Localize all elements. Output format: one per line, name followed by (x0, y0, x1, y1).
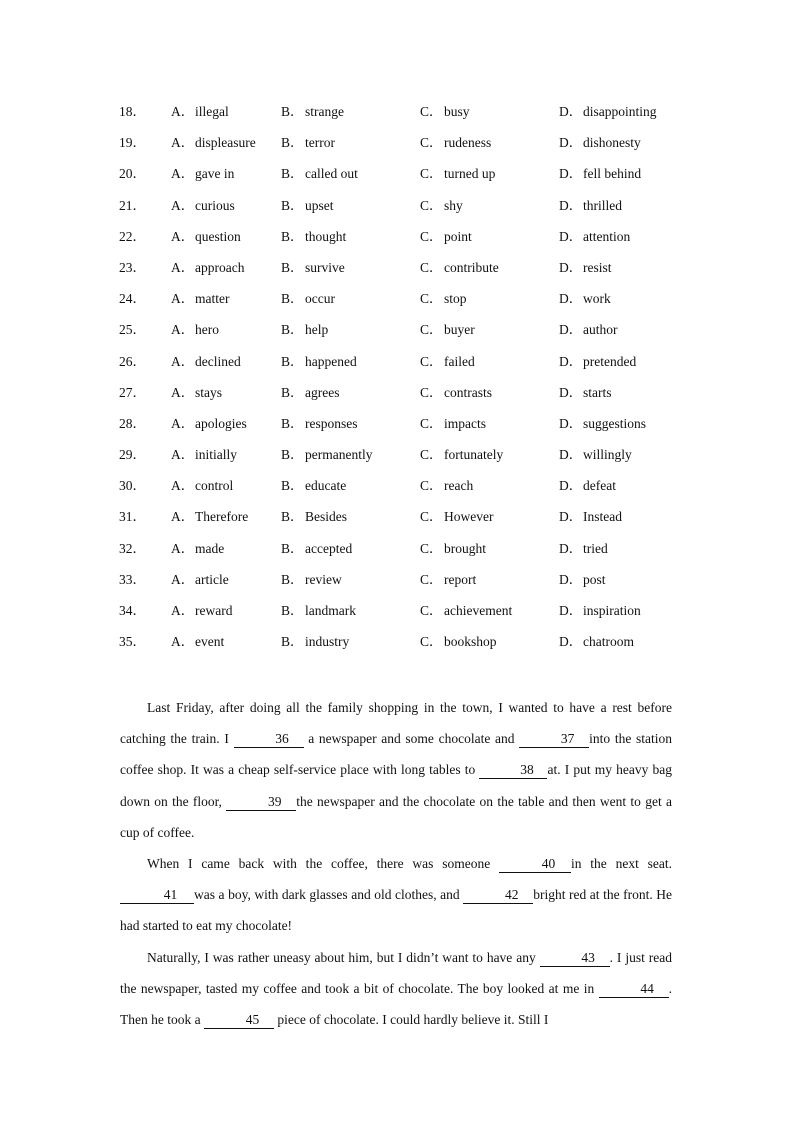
blank-40: 40 (499, 856, 571, 873)
option-letter: D． (559, 291, 583, 307)
passage-text: a newspaper and some chocolate and (303, 731, 520, 747)
passage-text: . Then he took a (120, 980, 672, 1028)
option-letter: A． (171, 415, 195, 431)
option-d (559, 101, 657, 123)
option-letter: D． (559, 603, 583, 618)
question-row (119, 382, 719, 413)
option-a (171, 475, 233, 497)
option-text: apologies (195, 415, 247, 431)
option-d (559, 226, 630, 248)
question-row (119, 538, 719, 569)
option-text: Therefore (195, 509, 249, 525)
option-text: matter (195, 291, 230, 307)
option-text: article (195, 571, 229, 587)
option-a (171, 195, 235, 217)
option-text: curious (195, 197, 235, 213)
option-text: attention (583, 228, 631, 244)
option-d (559, 163, 641, 185)
option-text: event (195, 634, 225, 650)
option-letter: D． (559, 322, 583, 338)
question-number: 24． (119, 291, 146, 307)
question-number: 18． (119, 104, 146, 119)
option-d (559, 600, 641, 622)
option-a (171, 382, 222, 404)
options-list (119, 101, 719, 662)
option-text: occur (305, 291, 335, 307)
option-letter: A． (171, 259, 195, 275)
option-letter: B． (281, 540, 304, 556)
option-a (171, 101, 229, 123)
option-letter: B． (281, 322, 304, 338)
question-number: 31． (119, 509, 146, 525)
option-letter: B． (281, 197, 304, 213)
option-c (420, 226, 472, 248)
option-text: accepted (305, 540, 353, 556)
option-b (281, 631, 349, 653)
question-number: 23． (119, 259, 146, 275)
option-text: question (195, 228, 241, 244)
blank-45: 45 (204, 1012, 274, 1029)
passage-text: . I just read the newspaper, tasted my coffee and took a bit of chocolate. The boy looked at me in (120, 949, 673, 996)
question-row (119, 257, 719, 288)
option-d (559, 195, 622, 217)
option-letter: C． (420, 228, 443, 244)
option-text: brought (444, 540, 486, 556)
option-b (281, 351, 357, 373)
option-letter: A． (171, 166, 195, 182)
option-letter: A． (171, 478, 195, 494)
option-letter: D． (559, 415, 583, 431)
option-text: shy (444, 197, 463, 213)
cloze-passage (120, 692, 672, 1035)
option-text: industry (305, 634, 350, 650)
option-a (171, 600, 232, 622)
option-d (559, 257, 612, 279)
option-c (420, 413, 486, 435)
option-text: rudeness (444, 135, 492, 151)
question-row (119, 569, 719, 600)
option-text: stays (195, 384, 222, 400)
option-letter: B． (281, 509, 304, 525)
option-b (281, 600, 356, 622)
option-text: permanently (305, 447, 373, 463)
option-text: hero (195, 322, 219, 338)
option-text: approach (195, 259, 245, 275)
option-letter: B． (281, 353, 304, 369)
option-d (559, 506, 622, 528)
paragraph-1 (120, 692, 672, 848)
option-text: reach (444, 478, 474, 494)
passage-text: at. I put my heavy bag down on the floor, (120, 762, 673, 809)
option-letter: D． (559, 478, 583, 494)
blank-37: 37 (519, 731, 589, 748)
question-row (119, 600, 719, 631)
option-text: happened (305, 353, 357, 369)
question-row (119, 413, 719, 444)
option-letter: A． (171, 322, 195, 338)
option-text: resist (583, 259, 612, 275)
question-number: 22． (119, 228, 146, 244)
option-letter: A． (171, 447, 195, 463)
option-text: strange (305, 104, 344, 119)
option-text: work (583, 291, 611, 307)
option-text: fell behind (583, 166, 642, 182)
paragraph-3 (120, 942, 672, 1036)
option-text: bookshop (444, 634, 497, 650)
option-text: contribute (444, 259, 499, 275)
passage-text: When I came back with the coffee, there was someone (147, 856, 499, 872)
option-a (171, 132, 256, 154)
question-number: 32． (119, 540, 146, 556)
option-letter: C． (420, 415, 443, 431)
option-text: failed (444, 353, 475, 369)
option-text: willingly (583, 447, 632, 463)
blank-38: 38 (479, 762, 547, 779)
option-text: contrasts (444, 384, 492, 400)
option-letter: C． (420, 197, 443, 213)
option-text: author (583, 322, 618, 338)
option-b (281, 382, 339, 404)
option-text: reward (195, 603, 233, 618)
option-text: gave in (195, 166, 235, 182)
option-letter: C． (420, 603, 443, 618)
option-letter: A． (171, 603, 195, 618)
option-letter: D． (559, 384, 583, 400)
option-letter: C． (420, 540, 443, 556)
option-letter: D． (559, 447, 583, 463)
option-text: displeasure (195, 135, 256, 151)
option-c (420, 288, 467, 310)
option-b (281, 444, 372, 466)
option-text: terror (305, 135, 335, 151)
option-letter: C． (420, 478, 443, 494)
option-letter: C． (420, 135, 443, 151)
option-c (420, 600, 512, 622)
option-b (281, 101, 344, 123)
question-row (119, 163, 719, 194)
option-letter: D． (559, 166, 583, 182)
option-d (559, 569, 606, 591)
option-text: busy (444, 104, 470, 119)
option-c (420, 101, 470, 123)
option-text: pretended (583, 353, 637, 369)
option-c (420, 569, 476, 591)
option-letter: A． (171, 571, 195, 587)
paragraph-2 (120, 848, 672, 942)
option-b (281, 257, 345, 279)
passage-text: in the next seat. (571, 856, 672, 872)
option-letter: A． (171, 104, 195, 119)
option-c (420, 538, 486, 560)
option-text: illegal (195, 104, 229, 119)
option-letter: B． (281, 571, 304, 587)
question-row (119, 319, 719, 350)
option-text: initially (195, 447, 237, 463)
option-d (559, 444, 632, 466)
option-letter: D． (559, 259, 583, 275)
option-a (171, 538, 224, 560)
question-row (119, 132, 719, 163)
option-d (559, 351, 636, 373)
option-letter: C． (420, 571, 443, 587)
option-a (171, 163, 234, 185)
option-letter: B． (281, 104, 304, 119)
option-c (420, 163, 495, 185)
option-b (281, 506, 347, 528)
passage-text: Naturally, I was rather uneasy about him, but I didn’t want to have any (147, 949, 540, 965)
option-letter: A． (171, 135, 195, 151)
option-letter: B． (281, 135, 304, 151)
question-number: 19． (119, 135, 146, 151)
option-letter: A． (171, 509, 195, 525)
option-text: upset (305, 197, 334, 213)
option-c (420, 257, 499, 279)
option-letter: D． (559, 228, 583, 244)
option-c (420, 195, 463, 217)
option-text: fortunately (444, 447, 504, 463)
option-letter: B． (281, 478, 304, 494)
option-letter: B． (281, 415, 304, 431)
option-a (171, 631, 224, 653)
option-text: landmark (305, 603, 356, 618)
question-row (119, 475, 719, 506)
option-text: Besides (305, 509, 347, 525)
blank-39: 39 (226, 794, 296, 811)
question-number: 30． (119, 478, 146, 494)
option-b (281, 569, 342, 591)
option-letter: B． (281, 447, 304, 463)
question-number: 25． (119, 322, 146, 338)
option-text: report (444, 571, 477, 587)
option-a (171, 413, 247, 435)
option-c (420, 444, 503, 466)
question-number: 34． (119, 603, 146, 618)
option-letter: B． (281, 228, 304, 244)
option-text: agrees (305, 384, 340, 400)
passage-text: piece of chocolate. I could hardly believe it. Still I (273, 1012, 549, 1028)
option-b (281, 288, 335, 310)
option-c (420, 132, 491, 154)
option-letter: B． (281, 603, 304, 618)
option-text: help (305, 322, 329, 338)
option-letter: C． (420, 447, 443, 463)
option-text: impacts (444, 415, 486, 431)
blank-44: 44 (599, 981, 669, 998)
question-number: 27． (119, 384, 146, 400)
option-text: made (195, 540, 225, 556)
option-a (171, 506, 248, 528)
option-b (281, 226, 346, 248)
option-letter: B． (281, 259, 304, 275)
question-number: 26． (119, 353, 146, 369)
option-text: educate (305, 478, 347, 494)
option-letter: D． (559, 197, 583, 213)
option-text: starts (583, 384, 612, 400)
blank-42: 42 (463, 887, 533, 904)
option-text: However (444, 509, 494, 525)
option-text: dishonesty (583, 135, 641, 151)
question-number: 33． (119, 571, 146, 587)
option-a (171, 288, 229, 310)
option-d (559, 538, 608, 560)
option-text: point (444, 228, 472, 244)
option-text: called out (305, 166, 358, 182)
option-text: disappointing (583, 104, 657, 119)
question-number: 20． (119, 166, 146, 182)
option-text: suggestions (583, 415, 647, 431)
option-b (281, 475, 346, 497)
option-text: responses (305, 415, 358, 431)
passage-text: Last Friday, after doing all the family shopping in the town, I wanted to have a rest before catching the train. I (120, 700, 672, 747)
option-letter: C． (420, 104, 443, 119)
question-row (119, 351, 719, 382)
option-text: thrilled (583, 197, 622, 213)
option-letter: D． (559, 571, 583, 587)
option-text: declined (195, 353, 241, 369)
option-text: turned up (444, 166, 496, 182)
question-row (119, 226, 719, 257)
option-text: stop (444, 291, 467, 307)
passage-text: the newspaper and the chocolate on the table and then went to get a cup of coffee. (120, 793, 672, 840)
option-letter: C． (420, 291, 443, 307)
question-row (119, 101, 719, 132)
option-letter: D． (559, 104, 583, 119)
option-letter: B． (281, 291, 304, 307)
option-letter: A． (171, 634, 195, 650)
option-letter: A． (171, 540, 195, 556)
option-b (281, 195, 334, 217)
option-letter: C． (420, 509, 443, 525)
option-a (171, 569, 229, 591)
option-c (420, 506, 493, 528)
option-d (559, 413, 646, 435)
option-a (171, 257, 244, 279)
option-letter: C． (420, 322, 443, 338)
option-c (420, 631, 497, 653)
option-d (559, 319, 618, 341)
question-row (119, 288, 719, 319)
option-letter: B． (281, 166, 304, 182)
question-row (119, 631, 719, 662)
option-text: tried (583, 540, 608, 556)
passage-text: was a boy, with dark glasses and old clothes, and (194, 887, 464, 903)
option-letter: A． (171, 353, 195, 369)
option-b (281, 319, 328, 341)
option-letter: D． (559, 353, 583, 369)
option-letter: C． (420, 166, 443, 182)
question-number: 28． (119, 415, 146, 431)
option-text: buyer (444, 322, 475, 338)
question-number: 21． (119, 197, 146, 213)
option-letter: C． (420, 384, 443, 400)
option-text: post (583, 571, 606, 587)
option-letter: A． (171, 291, 195, 307)
option-letter: D． (559, 540, 583, 556)
option-text: survive (305, 259, 345, 275)
option-a (171, 444, 237, 466)
question-number: 29． (119, 447, 146, 463)
option-c (420, 475, 473, 497)
option-text: inspiration (583, 603, 641, 618)
option-text: Instead (583, 509, 622, 525)
option-a (171, 226, 241, 248)
option-d (559, 631, 634, 653)
option-a (171, 351, 241, 373)
option-letter: B． (281, 634, 304, 650)
option-b (281, 163, 358, 185)
option-letter: A． (171, 197, 195, 213)
option-letter: D． (559, 509, 583, 525)
option-text: achievement (444, 603, 513, 618)
question-number: 35． (119, 634, 146, 650)
blank-43: 43 (540, 950, 610, 967)
option-letter: A． (171, 384, 195, 400)
option-d (559, 382, 612, 404)
option-letter: A． (171, 228, 195, 244)
option-b (281, 538, 352, 560)
passage-text: into the station coffee shop. It was a cheap self-service place with long tables to (120, 731, 672, 778)
option-c (420, 382, 492, 404)
passage-text: bright red at the front. He had started to eat my chocolate! (120, 887, 672, 934)
blank-36: 36 (234, 731, 304, 748)
question-row (119, 506, 719, 537)
option-c (420, 351, 475, 373)
option-letter: C． (420, 634, 443, 650)
option-letter: D． (559, 634, 583, 650)
option-d (559, 288, 611, 310)
blank-41: 41 (120, 887, 194, 904)
option-b (281, 413, 358, 435)
option-text: review (305, 571, 342, 587)
option-text: control (195, 478, 234, 494)
option-d (559, 132, 641, 154)
option-letter: C． (420, 259, 443, 275)
question-row (119, 444, 719, 475)
option-c (420, 319, 475, 341)
option-letter: C． (420, 353, 443, 369)
option-letter: B． (281, 384, 304, 400)
option-b (281, 132, 335, 154)
option-d (559, 475, 616, 497)
option-text: thought (305, 228, 347, 244)
option-letter: D． (559, 135, 583, 151)
option-a (171, 319, 219, 341)
question-row (119, 195, 719, 226)
option-text: chatroom (583, 634, 634, 650)
option-text: defeat (583, 478, 616, 494)
